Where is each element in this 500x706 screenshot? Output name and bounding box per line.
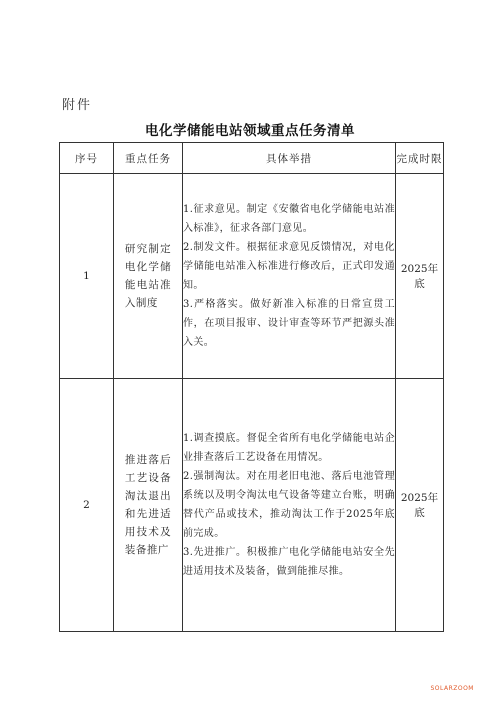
task-line: 研究制定 [124,243,172,255]
watermark-logo: SOLARZOOM [430,685,474,692]
measure-item: 2.强制淘汰。对在用老旧电池、落后电池管理系统以及明令淘汰电气设备等建立台账，明确替代产品或技术，推动淘汰工作于2025年底前完成。 [183,471,395,539]
header-task: 重点任务 [114,143,183,174]
row-number: 1 [60,174,114,379]
header-no: 序号 [60,143,114,174]
task-text [125,240,171,312]
task-list-table [59,142,444,632]
measure-item: 1.征求意见。制定《安徽省电化学储能电站准入标准》，征求各部门意见。 [183,204,395,234]
task-line: 入制度 [124,297,158,309]
measures-cell [183,379,396,632]
deadline-cell: 2025年底 [396,379,444,632]
header-measures: 具体举措 [183,143,396,174]
measure-item: 1.调查摸底。督促全省所有电化学储能电站企业排查落后工艺设备在用情况。 [183,433,395,463]
measure-item: 2.制发文件。根据征求意见反馈情况，对电化学储能电站准入标准进行修改后，正式印发通知。 [183,242,395,291]
measures-cell [183,174,396,379]
measure-item: 3.先进推广。积极推广电化学储能电站安全先进适用技术及装备，做到能推尽推。 [183,547,395,577]
attachment-label: 附件 [62,98,93,113]
task-cell [114,174,183,379]
task-line: 电化学储 [124,261,172,273]
task-line: 工艺设备 [124,472,172,484]
measure-item: 3.严格落实。做好新准入标准的日常宣贯工作，在项目报审、设计审查等环节严把源头准入关。 [183,299,395,348]
document-title: 电化学储能电站领域重点任务清单 [145,123,355,139]
task-line: 装备推广 [124,544,169,556]
table-row [60,174,444,379]
table-header-row [60,143,444,174]
task-line: 能电站准 [124,279,172,291]
header-deadline: 完成时限 [396,143,444,174]
deadline-cell: 2025年底 [396,174,444,379]
task-line: 和先进适 [124,508,172,520]
task-cell [114,379,183,632]
row-number: 2 [60,379,114,632]
task-line: 淘汰退出 [124,490,172,502]
task-line: 用技术及 [124,526,172,538]
table-row [60,379,444,632]
task-text [125,451,171,559]
task-line: 推进落后 [124,454,172,466]
